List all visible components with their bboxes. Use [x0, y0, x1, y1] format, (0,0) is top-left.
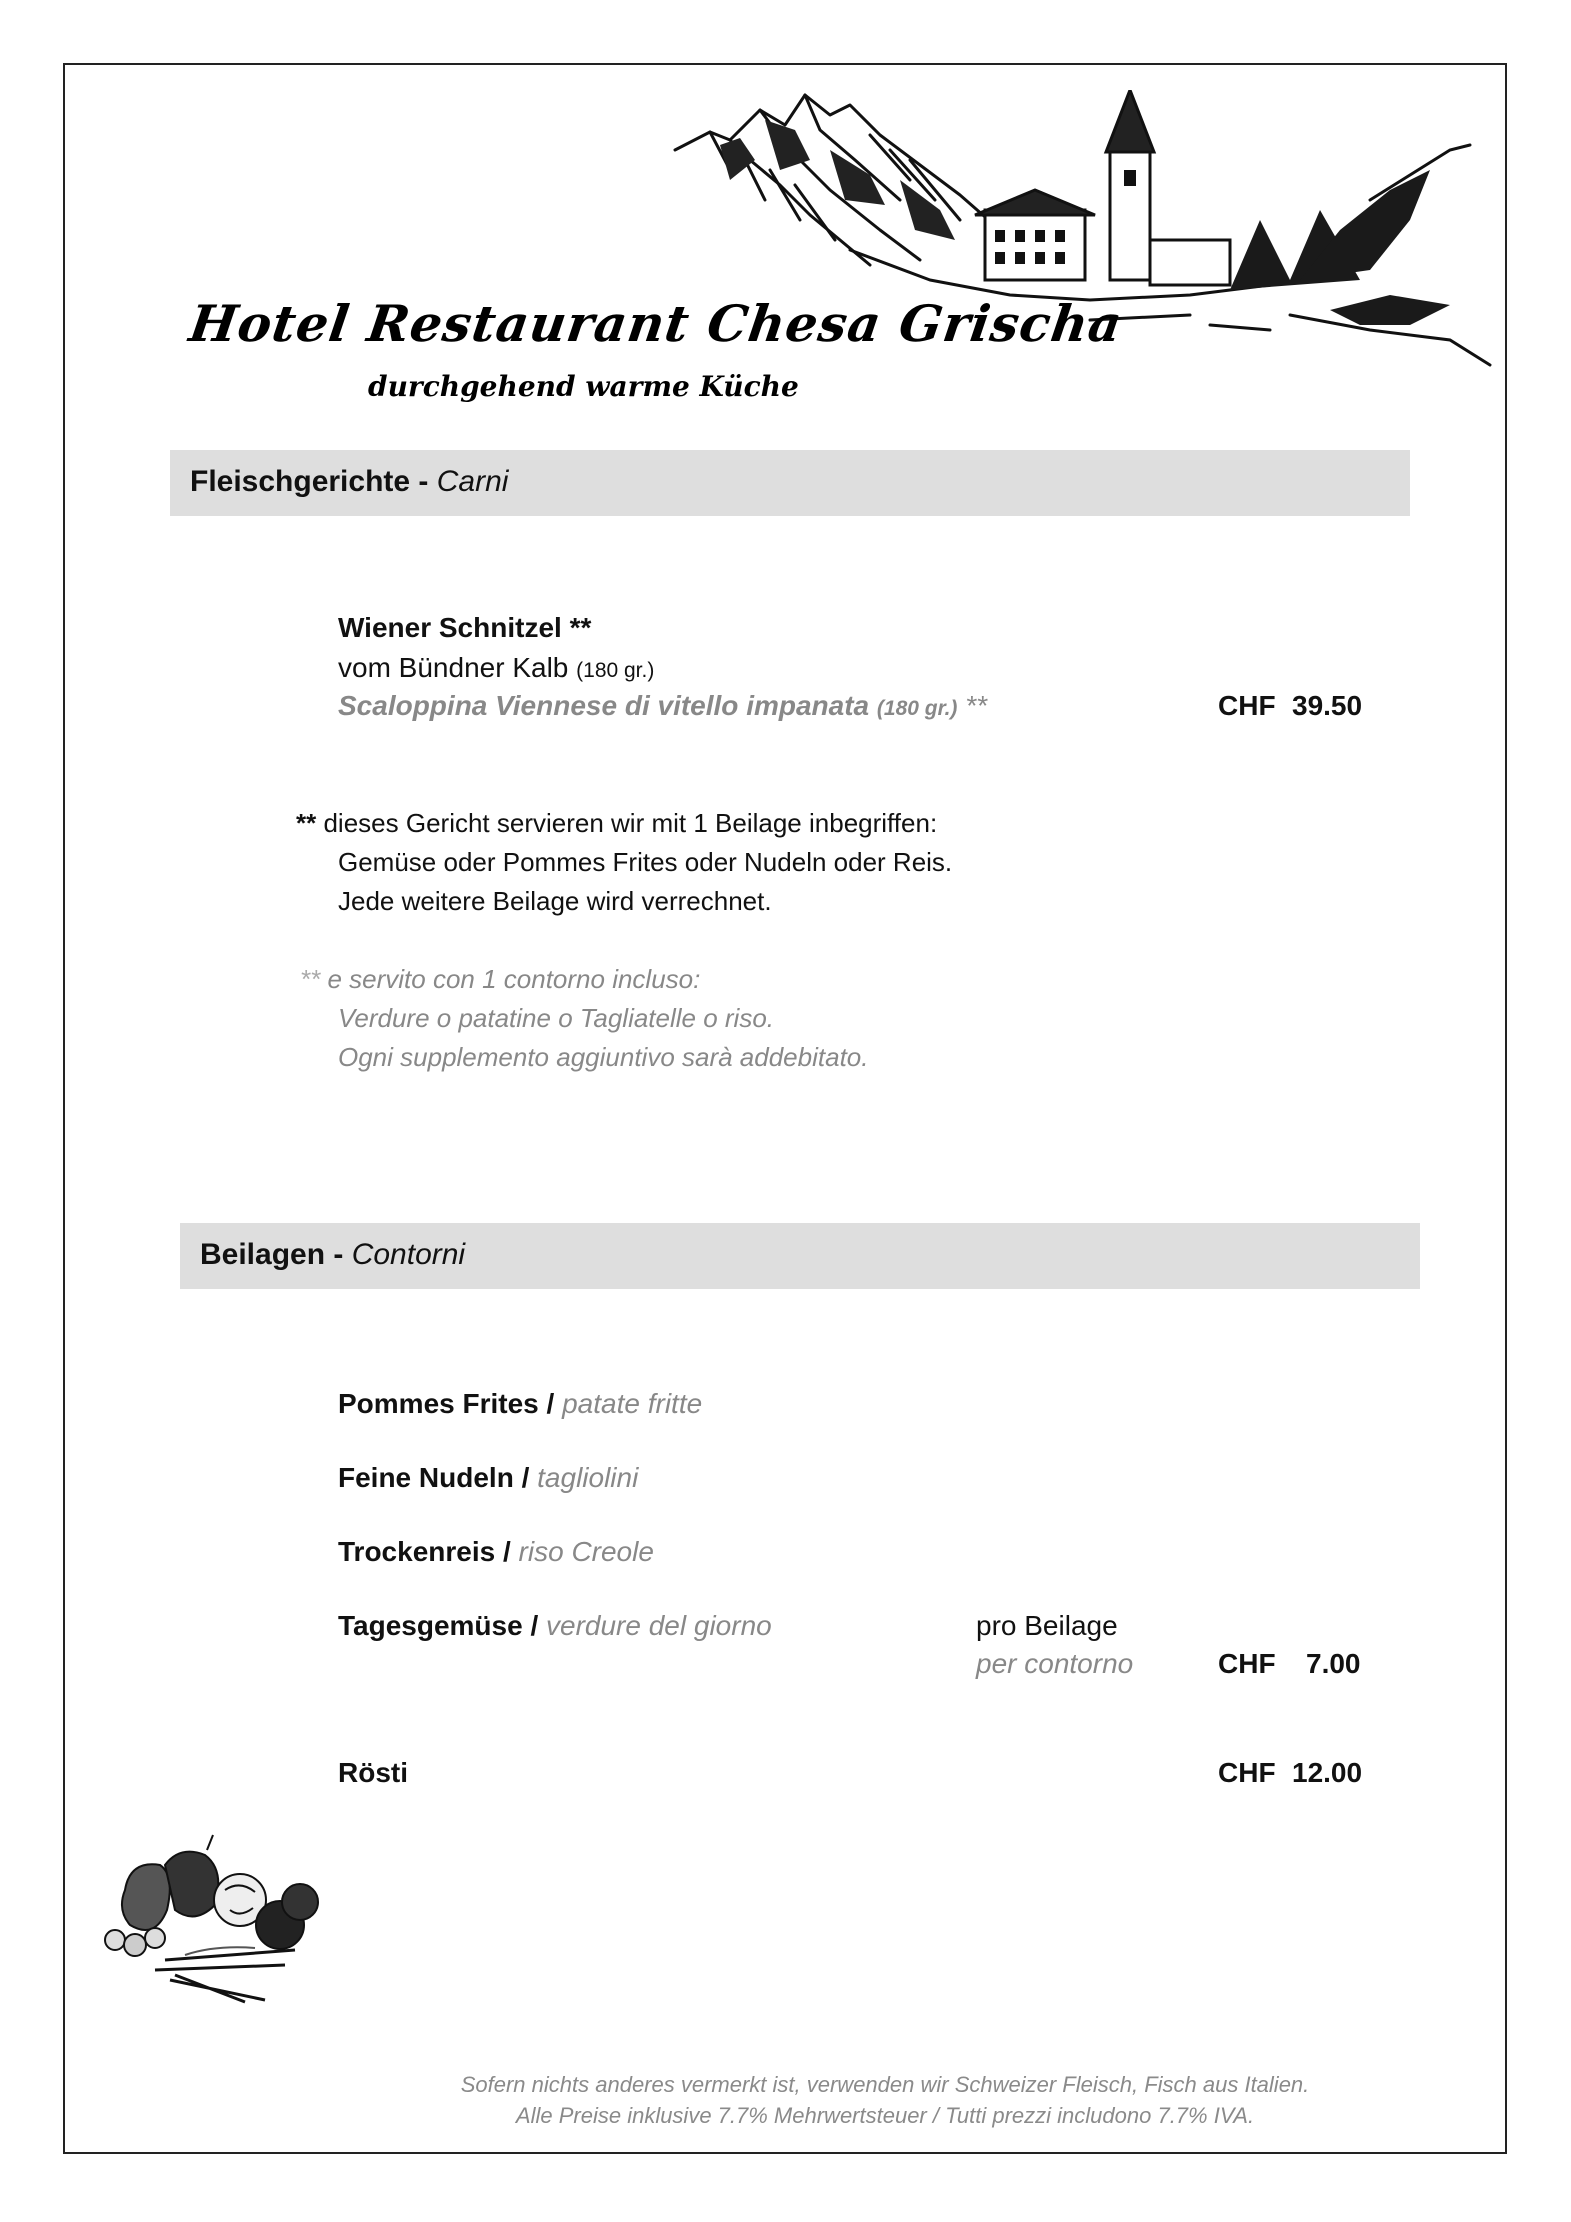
side-item: Tagesgemüse / verdure del giorno	[338, 1610, 772, 1641]
side-item: Pommes Frites / patate fritte	[338, 1388, 703, 1419]
section-title-de: Beilagen -	[200, 1238, 352, 1271]
side-price-label-it: per contorno	[976, 1648, 1134, 1679]
dish-desc-de: vom Bündner Kalb (180 gr.)	[338, 652, 655, 683]
side-item: Feine Nudeln / tagliolini	[338, 1462, 639, 1493]
side-price-currency: CHF	[1218, 1648, 1276, 1679]
section-header-meat	[170, 450, 1410, 516]
footer-line1: Sofern nichts anderes vermerkt ist, verwenden wir Schweizer Fleisch, Fisch aus Italien.	[460, 2072, 1310, 2097]
note-de-line1: ** dieses Gericht servieren wir mit 1 Beilage inbegriffen:	[296, 808, 938, 838]
note-it-line2: Verdure o patatine o Tagliatelle o riso.	[338, 1003, 775, 1033]
dish-stars-it: **	[957, 690, 988, 721]
section-title-it: Contorni	[351, 1238, 466, 1271]
section-header-sides	[180, 1223, 1420, 1289]
dish-name: Wiener Schnitzel **	[338, 612, 592, 643]
note-de-line2: Gemüse oder Pommes Frites oder Nudeln oder Reis.	[338, 847, 953, 877]
note-it-line1: ** e servito con 1 contorno incluso:	[300, 964, 701, 994]
roesti-price: 12.00	[1292, 1757, 1363, 1788]
roesti-currency: CHF	[1218, 1757, 1276, 1788]
hotel-tagline: durchgehend warme Küche	[368, 370, 799, 403]
dish-desc-it: Scaloppina Viennese di vitello impanata (180 gr.) **	[338, 690, 988, 721]
hotel-name: Hotel Restaurant Chesa Grischa	[185, 294, 1127, 353]
side-item: Trockenreis / riso Creole	[338, 1536, 654, 1567]
roesti-name: Rösti	[338, 1757, 408, 1788]
side-price-value: 7.00	[1306, 1648, 1361, 1679]
note-de-line3: Jede weitere Beilage wird verrechnet.	[338, 886, 772, 916]
price-value: 39.50	[1292, 690, 1363, 721]
vegetables-illustration	[95, 1830, 335, 2005]
footer-line2: Alle Preise inklusive 7.7% Mehrwertsteuer / Tutti prezzi includono 7.7% IVA.	[515, 2103, 1255, 2128]
note-it-line3: Ogni supplemento aggiuntivo sarà addebitato.	[338, 1042, 869, 1072]
section-title-it: Carni	[436, 465, 509, 498]
section-title-de: Fleischgerichte -	[190, 465, 437, 498]
dish-weight-de: (180 gr.)	[576, 659, 655, 682]
price-currency: CHF	[1218, 690, 1276, 721]
dish-weight-it: (180 gr.)	[876, 697, 958, 720]
side-price-label-de: pro Beilage	[976, 1610, 1118, 1641]
